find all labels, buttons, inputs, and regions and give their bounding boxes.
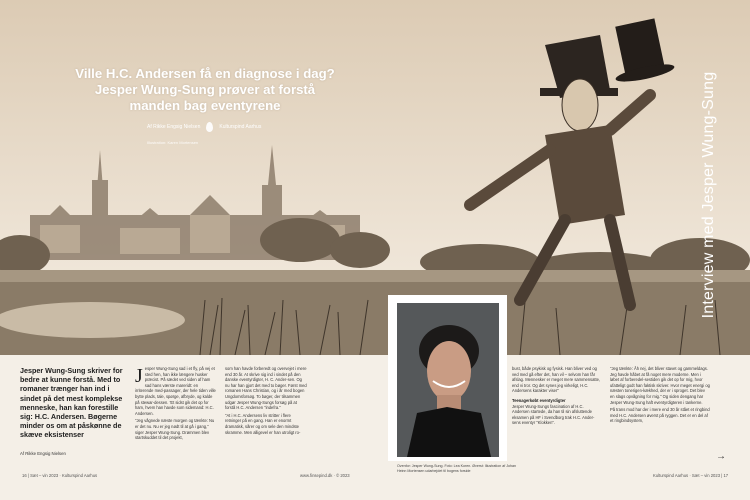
lead-paragraph: Jesper Wung-Sung skriver for bedre at kunne forstå. Med to romaner trænger han ind i sindet på det mest komplekse menneske, han kan forestille sig: H.C. Andersen. Bøgerne minder os om at påskønne de skæve eksistenser (20, 366, 123, 440)
footer-left: 16 | Sæt – vin 2023 · Kulturspind Aarhus (22, 473, 98, 478)
drop-cap: J (135, 365, 143, 387)
continue-arrow-icon: → (716, 451, 726, 462)
body-column-4 (610, 366, 710, 426)
headline-line-2: Jesper Wung-Sung prøver at forstå (94, 82, 316, 97)
col4-paragraph-1: "Jeg tænkte: Åh nej, det bliver stavet og gammeldags. Jeg havde håbet at få noget mere moderne. Men i løbet af forberedel-sestiden gik det op for mig, hvor ufatteligt godt han faktisk skriver. Hvor meget energi og næsten tonerigen-kækhed, der er i sproget. Det blev en slags opvågning for mig." Og siden dengang har Jesper Wung-Sung haft eventyrdigteren i tankerne. (610, 366, 710, 405)
logo-text: Kulturspind Aarhus (219, 124, 262, 130)
col2-paragraph-2: "At i H.C. Andersens liv stritter i flere retninger på en gang. Han er enormt dramatisk, sårer og om sele den mindste skramme. Men alligevel er han utroligt ro- (225, 412, 301, 435)
vertical-title-text: Interview med Jesper Wung-Sung (700, 71, 717, 319)
body-column-3 (512, 366, 602, 428)
headline-line-1: Ville H.C. Andersen få en diagnose i dag? (75, 66, 335, 81)
body-column-2 (225, 366, 307, 437)
headline-line-3: manden bag eventyrene (129, 98, 281, 113)
logo-icon (206, 122, 213, 132)
illustration-credit: Illustration: Karen Mortensen (147, 140, 199, 145)
art-byline (147, 122, 261, 132)
col3-paragraph-1: bust, både psykisk og fysisk. Han bliver ved og ved med gå efter det, han vil – selvom han får afslag. Mennesker er meget mere sammensatte, end vi tror. Og det synes jeg virkeligt, H.C. Andersens karakter viser" (512, 366, 601, 394)
photo-caption: Ovenfor: Jesper Wung-Sung. Foto: Lea Koren. Øverst: Illustration af Johan Heinn Mortensen udarbejdet til bogens forside (397, 464, 516, 473)
col1-paragraph-1: esper Wung-Sung sad i et fly, på vej et sted hen, han ikke længere husker præcist. På sædet ved siden af ham sad hans værste mareridt: en irriterende med-passager, der hele tiden ville bytte plads, tale, spørge, afbryde, og kalde på stewar-dessen. 'Et sidst gik det op for ham, hvem han havde som sidemand: H.C. Andersen. (135, 366, 216, 416)
headline (60, 66, 350, 114)
col1-paragraph-2: "Jeg vågnede næste morgen og tænkte: Nu er det nu. Nu er jeg nødt til at gå i gang," siger Jesper Wung-Sung. Drømmen blev startskuddet til det projekt, (135, 418, 215, 441)
author-portrait (397, 303, 499, 457)
body-column-1 (135, 366, 217, 443)
col2-paragraph-1: som han havde forberedt og overvejet i mere end 30 år. At skrive sig ind i sindet på den danske eventyrdigter, H. C. Ander-sen. Og nu har han gjort det med to bøger. Først med romanen Hans Christian, og i år med bogen Ungdomsforsøg. To bøger, der tilsammen udgør Jesper Wung-Sungs forsøg på at forstå H.C. Andersen "indefra." (225, 366, 307, 411)
col3-paragraph-2: Jesper Wung-Sungs fascination af H.C. Andersen startede, da han til sin afsluttende eksamen på HF i Svendborg trak H.C. Ander-sens eventyr "Klokken". (512, 403, 595, 426)
article-author: Af Rikke Engsig Nielsen (20, 451, 66, 456)
art-credit-small: Af Rikke Engsig Nielsen (147, 124, 201, 130)
footer-mid: www.finsepind.dk · © 2023 (300, 473, 350, 478)
vertical-title (700, 50, 730, 340)
footer-right: Kulturspind Aarhus · Sæt – vin 2023 | 17 (653, 473, 729, 478)
col3-subhead: Teenagerkøbt eventyrdigter (512, 397, 566, 403)
col4-paragraph-2: På trans mod har der i mere end 30 år stået et ringbind med H.C. Andersen øverst på ryggen. Det er en del af et ringbindsystem, (610, 407, 710, 424)
